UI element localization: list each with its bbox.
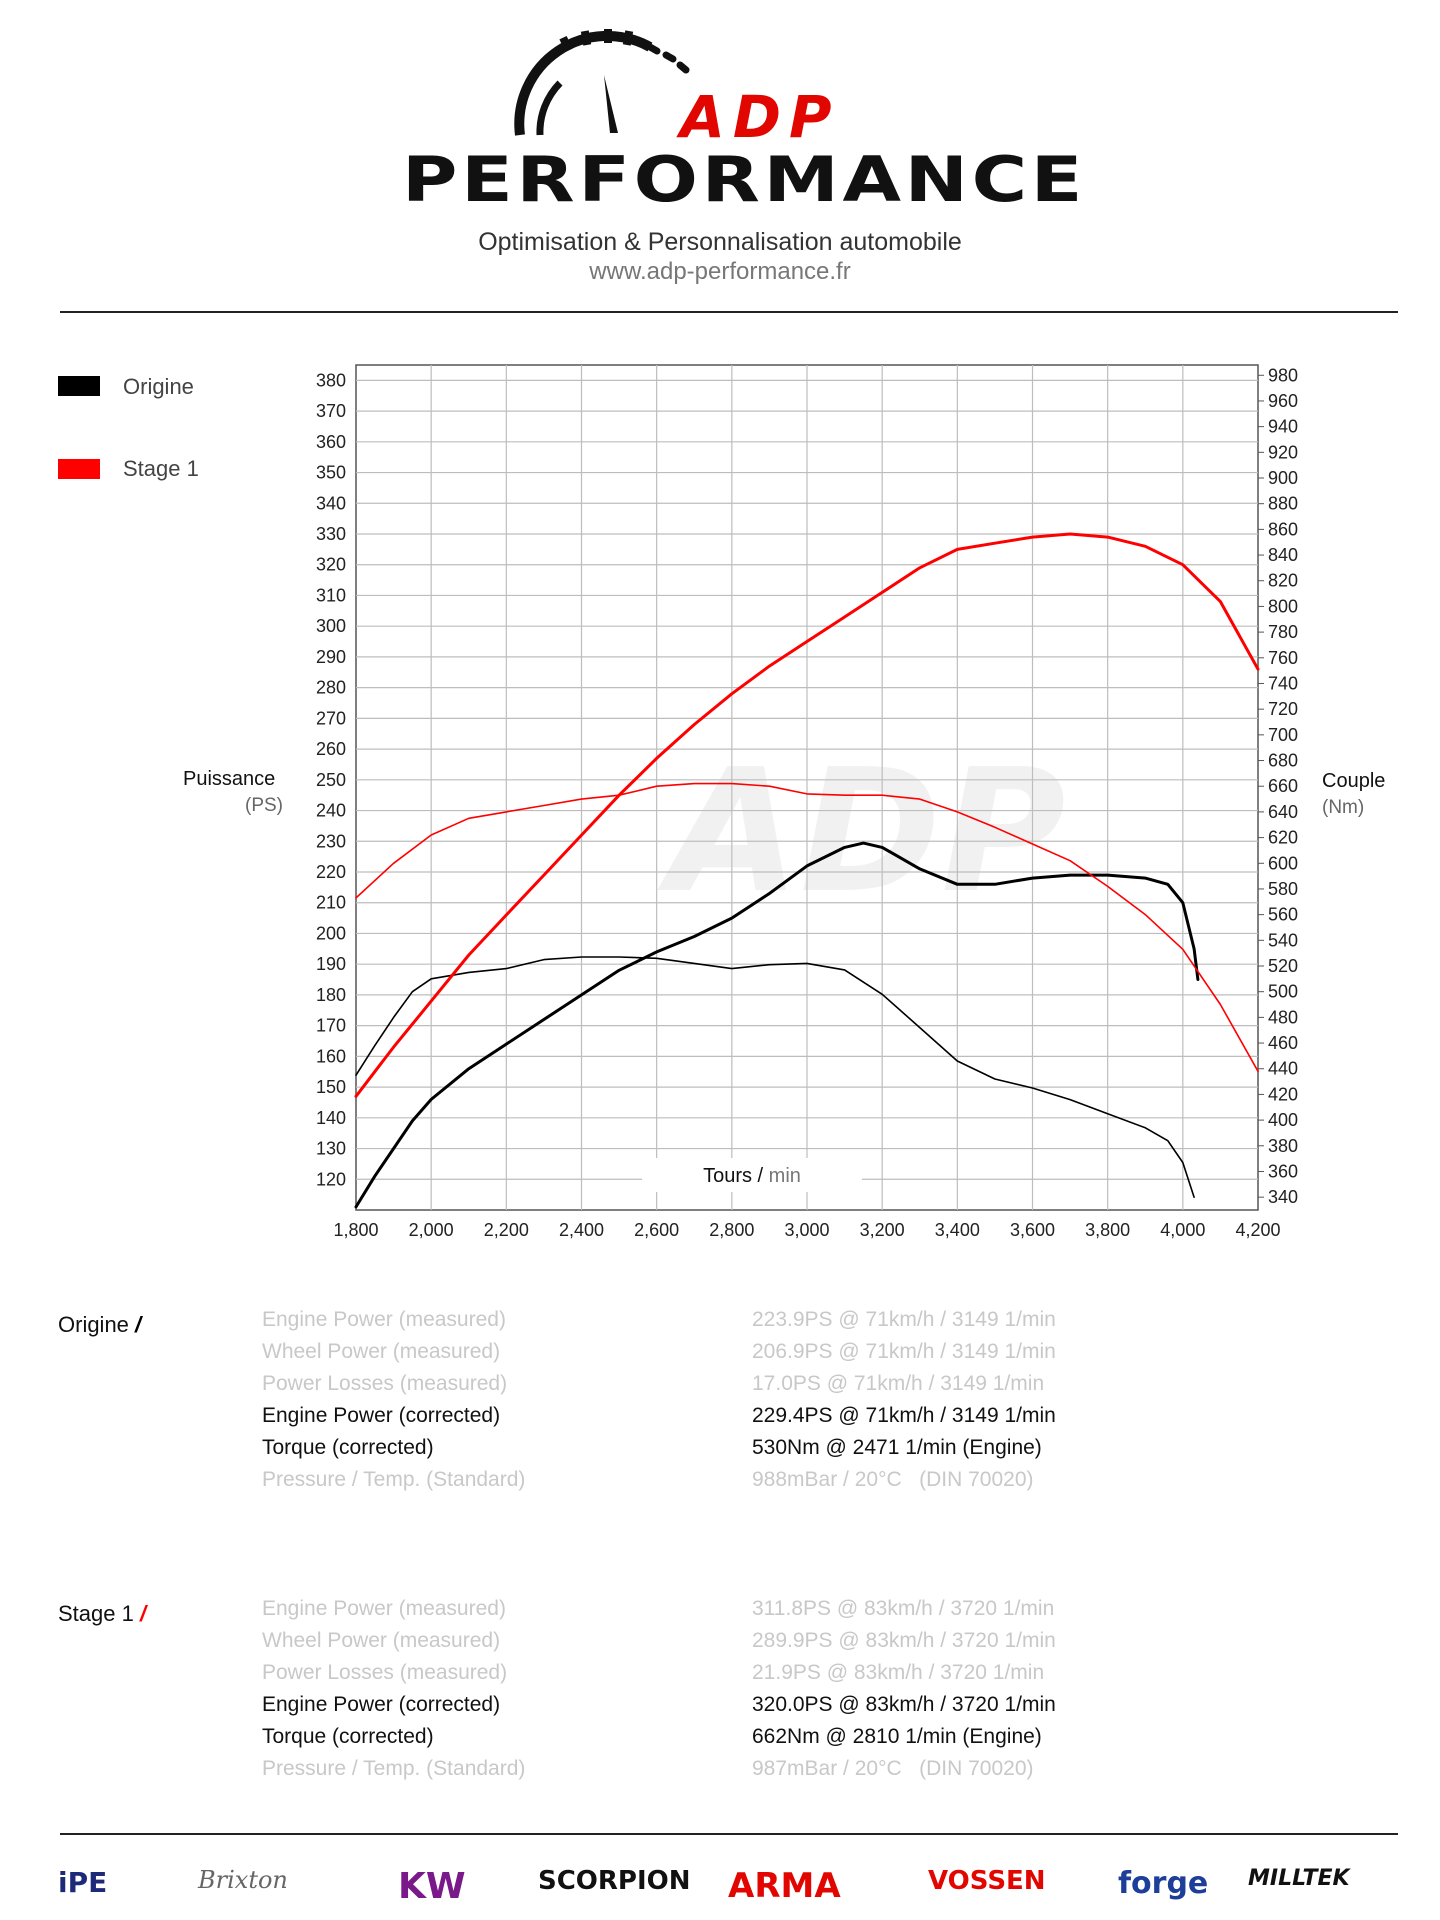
result-row-value: 17.0PS @ 71km/h / 3149 1/min xyxy=(752,1372,1045,1395)
result-row-label: Engine Power (corrected) xyxy=(262,1404,501,1427)
website-link[interactable]: www.adp-performance.fr xyxy=(589,258,851,285)
y-right-tick-label: 420 xyxy=(1268,1084,1299,1105)
y-right-tick-label: 660 xyxy=(1268,776,1299,797)
y-right-tick-label: 680 xyxy=(1268,750,1299,771)
result-row-value: 223.9PS @ 71km/h / 3149 1/min xyxy=(752,1308,1056,1331)
legend-label-stage1: Stage 1 xyxy=(123,456,199,481)
x-tick-label: 4,000 xyxy=(1160,1220,1206,1240)
result-row-label: Torque (corrected) xyxy=(262,1725,434,1748)
sponsor-logo-vossen: VOSSEN xyxy=(928,1866,1046,1896)
y-right-tick-label: 640 xyxy=(1268,801,1299,822)
sponsor-logo-ipe: iPE xyxy=(58,1866,108,1899)
y-left-tick-label: 190 xyxy=(315,954,346,975)
result-row-value: 987mBar / 20°C (DIN 70020) xyxy=(752,1757,1034,1780)
y-right-axis-unit: (Nm) xyxy=(1322,797,1365,818)
result-row-label: Wheel Power (measured) xyxy=(262,1340,501,1363)
y-right-tick-label: 780 xyxy=(1268,622,1299,643)
x-tick-label: 2,000 xyxy=(408,1220,454,1240)
x-tick-label: 1,800 xyxy=(333,1220,379,1240)
y-right-tick-label: 560 xyxy=(1268,904,1299,925)
y-left-tick-label: 370 xyxy=(315,401,346,422)
result-row-label: Power Losses (measured) xyxy=(262,1372,508,1395)
result-row-label: Wheel Power (measured) xyxy=(262,1629,501,1652)
sponsor-logo-arma: ARMA xyxy=(728,1866,841,1906)
y-left-tick-label: 230 xyxy=(315,831,346,852)
result-row-label: Engine Power (corrected) xyxy=(262,1693,501,1716)
result-row-label: Engine Power (measured) xyxy=(262,1597,506,1620)
y-right-tick-label: 380 xyxy=(1268,1135,1299,1156)
result-row-value: 320.0PS @ 83km/h / 3720 1/min xyxy=(752,1693,1056,1716)
sponsor-logo-brixton: Brixton xyxy=(198,1866,288,1894)
y-left-axis-unit: (PS) xyxy=(245,795,283,816)
y-left-tick-label: 310 xyxy=(315,585,346,606)
result-row-value: 206.9PS @ 71km/h / 3149 1/min xyxy=(752,1340,1056,1363)
result-row-label: Pressure / Temp. (Standard) xyxy=(262,1468,526,1491)
sponsor-logo-milltek: MILLTEK xyxy=(1248,1866,1350,1891)
y-right-tick-label: 400 xyxy=(1268,1110,1299,1131)
y-right-tick-label: 800 xyxy=(1268,596,1299,617)
result-row-value: 229.4PS @ 71km/h / 3149 1/min xyxy=(752,1404,1056,1427)
y-right-tick-label: 980 xyxy=(1268,365,1299,386)
x-tick-label: 3,800 xyxy=(1085,1220,1131,1240)
watermark: ADP xyxy=(668,733,1066,931)
y-right-tick-label: 460 xyxy=(1268,1033,1299,1054)
x-axis-title: Tours / min xyxy=(703,1165,801,1187)
y-right-tick-label: 860 xyxy=(1268,519,1299,540)
y-left-tick-label: 150 xyxy=(315,1077,346,1098)
result-row-value: 311.8PS @ 83km/h / 3720 1/min xyxy=(752,1597,1055,1620)
y-right-tick-label: 540 xyxy=(1268,930,1299,951)
x-tick-label: 2,600 xyxy=(634,1220,680,1240)
y-right-tick-label: 480 xyxy=(1268,1007,1299,1028)
y-right-tick-label: 880 xyxy=(1268,493,1299,514)
y-left-tick-label: 180 xyxy=(315,984,346,1005)
y-right-tick-label: 520 xyxy=(1268,956,1299,977)
y-left-tick-label: 380 xyxy=(315,370,346,391)
y-right-tick-label: 920 xyxy=(1268,442,1299,463)
y-right-tick-label: 740 xyxy=(1268,673,1299,694)
y-left-tick-label: 290 xyxy=(315,646,346,667)
result-row-value: 988mBar / 20°C (DIN 70020) xyxy=(752,1468,1034,1491)
y-left-tick-label: 320 xyxy=(315,554,346,575)
y-left-tick-label: 330 xyxy=(315,524,346,544)
sponsor-bar xyxy=(58,1862,1398,1912)
y-left-tick-label: 300 xyxy=(315,616,346,637)
y-left-tick-label: 360 xyxy=(315,431,346,452)
footer-divider xyxy=(60,1833,1398,1835)
y-right-tick-label: 500 xyxy=(1268,981,1299,1002)
results-label-origine: Origine / xyxy=(58,1312,142,1337)
result-row-label: Power Losses (measured) xyxy=(262,1661,508,1684)
y-left-tick-label: 130 xyxy=(315,1138,346,1159)
y-left-tick-label: 200 xyxy=(315,923,346,944)
y-right-tick-label: 840 xyxy=(1268,545,1299,566)
result-row-label: Engine Power (measured) xyxy=(262,1308,506,1331)
results-label-stage1: Stage 1 / xyxy=(58,1601,147,1626)
x-tick-label: 4,200 xyxy=(1235,1220,1281,1240)
y-left-tick-label: 240 xyxy=(315,800,346,821)
y-right-tick-label: 960 xyxy=(1268,390,1299,411)
x-tick-label: 2,800 xyxy=(709,1220,755,1240)
results-slash-mark: / xyxy=(139,1601,147,1626)
y-left-tick-label: 280 xyxy=(315,677,346,698)
y-right-tick-label: 340 xyxy=(1268,1187,1299,1208)
sponsor-logo-forge: forge xyxy=(1118,1866,1209,1901)
y-right-tick-label: 580 xyxy=(1268,878,1299,899)
y-left-tick-label: 220 xyxy=(315,862,346,882)
y-left-tick-label: 350 xyxy=(315,462,346,483)
y-left-tick-label: 140 xyxy=(315,1107,346,1128)
y-right-tick-label: 940 xyxy=(1268,416,1299,437)
y-left-tick-label: 160 xyxy=(315,1046,346,1067)
y-right-tick-label: 760 xyxy=(1268,647,1299,668)
y-left-tick-label: 250 xyxy=(315,769,346,790)
y-right-tick-label: 440 xyxy=(1268,1058,1299,1079)
y-right-tick-label: 700 xyxy=(1268,724,1299,745)
y-left-tick-label: 260 xyxy=(315,739,346,760)
result-row-value: 530Nm @ 2471 1/min (Engine) xyxy=(752,1436,1042,1459)
y-right-axis-title: Couple xyxy=(1322,770,1386,792)
y-right-tick-label: 720 xyxy=(1268,699,1299,720)
x-tick-label: 3,200 xyxy=(859,1220,905,1240)
result-row-label: Torque (corrected) xyxy=(262,1436,434,1459)
result-row-label: Pressure / Temp. (Standard) xyxy=(262,1757,526,1780)
y-left-tick-label: 210 xyxy=(315,892,346,913)
y-left-tick-label: 340 xyxy=(315,493,346,514)
y-right-tick-label: 900 xyxy=(1268,468,1299,489)
brand-line1: ADP xyxy=(680,83,840,151)
results-slash-mark: / xyxy=(135,1312,142,1337)
x-tick-label: 3,400 xyxy=(934,1220,980,1240)
y-right-tick-label: 360 xyxy=(1268,1161,1299,1182)
y-left-tick-label: 120 xyxy=(315,1169,346,1190)
result-row-value: 289.9PS @ 83km/h / 3720 1/min xyxy=(752,1629,1056,1652)
result-row-value: 21.9PS @ 83km/h / 3720 1/min xyxy=(752,1661,1045,1684)
x-tick-label: 3,600 xyxy=(1009,1220,1056,1240)
x-tick-label: 3,000 xyxy=(784,1220,830,1240)
y-right-tick-label: 600 xyxy=(1268,853,1299,874)
sponsor-logo-kw: KW xyxy=(398,1866,466,1907)
tagline: Optimisation & Personnalisation automobile xyxy=(478,228,962,256)
x-tick-label: 2,200 xyxy=(483,1220,529,1240)
y-left-tick-label: 170 xyxy=(315,1015,346,1036)
sponsor-logo-scorpion: SCORPION xyxy=(538,1866,691,1896)
y-right-tick-label: 620 xyxy=(1268,827,1299,848)
x-tick-label: 2,400 xyxy=(558,1220,605,1240)
brand-line2: PERFORMANCE xyxy=(402,143,1087,216)
result-row-value: 662Nm @ 2810 1/min (Engine) xyxy=(752,1725,1042,1748)
y-left-tick-label: 270 xyxy=(315,708,346,729)
legend-label-origine: Origine xyxy=(123,374,194,399)
y-right-tick-label: 820 xyxy=(1268,570,1299,591)
y-left-axis-title: Puissance xyxy=(183,768,276,790)
